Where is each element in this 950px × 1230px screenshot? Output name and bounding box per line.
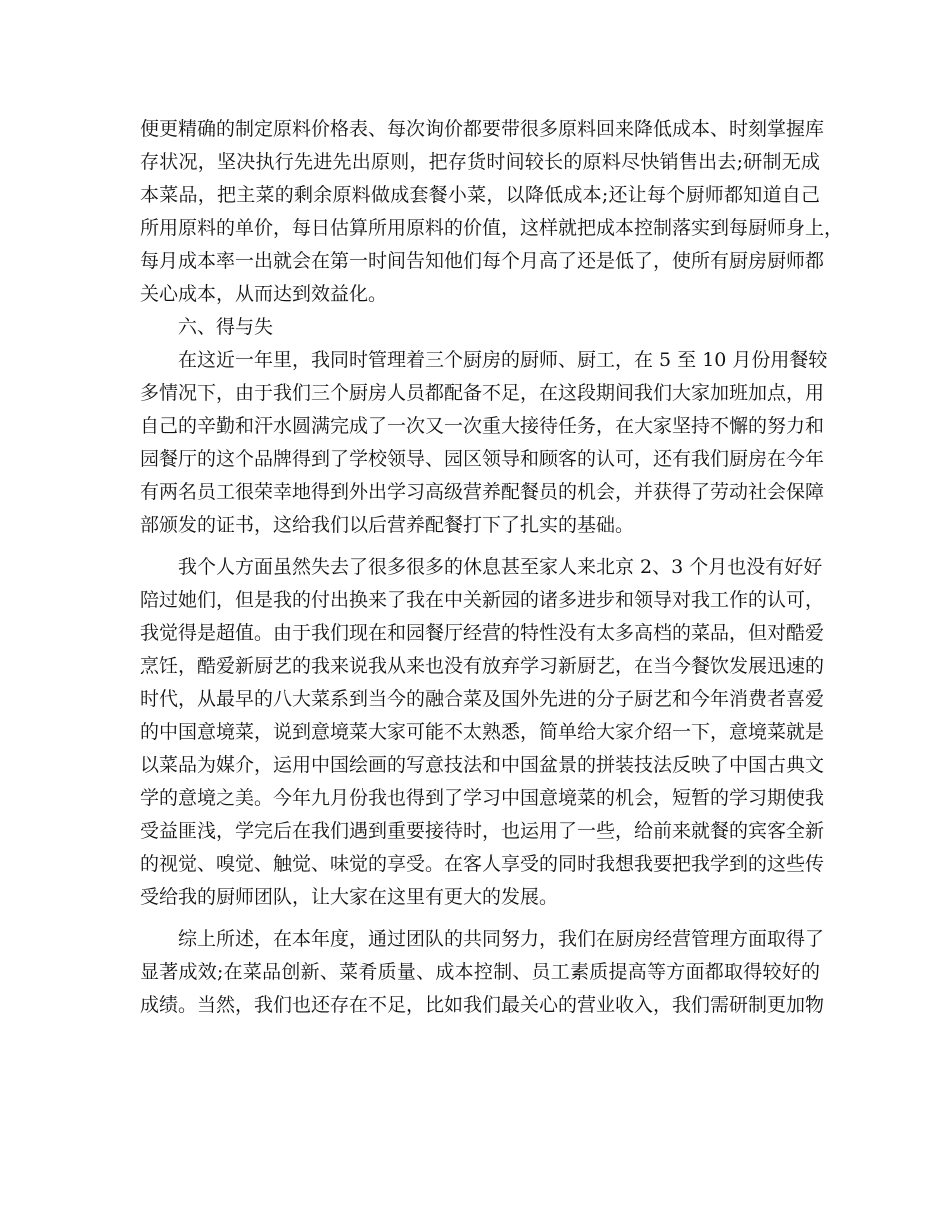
document-body	[140, 113, 844, 1022]
text-line: 园餐厅的这个品牌得到了学校领导、园区领导和顾客的认可，还有我们厨房在今年	[140, 448, 825, 470]
text-line: 显著成效;在菜品创新、菜肴质量、成本控制、员工素质提高等方面都取得较好的	[140, 961, 820, 983]
text-line: 部颁发的证书，这给我们以后营养配餐打下了扎实的基础。	[140, 514, 635, 536]
paragraph-personal	[140, 551, 825, 914]
text-line: 自己的辛勤和汗水圆满完成了一次又一次重大接待任务，在大家坚持不懈的努力和	[140, 415, 825, 437]
text-line: 在这近一年里，我同时管理着三个厨房的厨师、厨工，在 5 至 10 月份用餐较	[178, 349, 828, 371]
text-line: 存状况，坚决执行先进先出原则，把存货时间较长的原料尽快销售出去;研制无成	[140, 151, 820, 173]
text-line: 以菜品为媒介，运用中国绘画的写意技法和中国盆景的拼装技法反映了中国古典文	[140, 754, 825, 776]
section-heading	[140, 311, 820, 344]
text-line: 每月成本率一出就会在第一时间告知他们每个月高了还是低了，使所有厨房厨师都	[140, 250, 825, 272]
paragraph-gains-losses	[140, 344, 828, 542]
paragraph-spacer	[140, 914, 820, 923]
paragraph-spacer	[140, 542, 820, 551]
paragraph-cost-control	[140, 113, 844, 311]
text-line: 学的意境之美。今年九月份我也得到了学习中国意境菜的机会，短暂的学习期使我	[140, 787, 825, 809]
text-line: 成绩。当然，我们也还存在不足，比如我们最关心的营业收入，我们需研制更加物	[140, 994, 825, 1016]
text-line: 多情况下，由于我们三个厨房人员都配备不足，在这段期间我们大家加班加点，用	[140, 382, 825, 404]
section-heading-text: 六、得与失	[178, 316, 274, 338]
text-line: 关心成本，从而达到效益化。	[140, 283, 388, 305]
text-line: 我个人方面虽然失去了很多很多的休息甚至家人来北京 2、3 个月也没有好好	[178, 556, 823, 578]
text-line: 陪过她们，但是我的付出换来了我在中关新园的诸多进步和领导对我工作的认可，	[140, 589, 825, 611]
text-line: 时代，从最早的八大菜系到当今的融合菜及国外先进的分子厨艺和今年消费者喜爱	[140, 688, 825, 710]
text-line: 所用原料的单价，每日估算所用原料的价值，这样就把成本控制落实到每厨师身上，	[140, 217, 844, 239]
text-line: 受给我的厨师团队，让大家在这里有更大的发展。	[140, 886, 559, 908]
text-line: 我觉得是超值。由于我们现在和园餐厅经营的特性没有太多高档的菜品，但对酷爱	[140, 622, 825, 644]
text-line: 综上所述，在本年度，通过团队的共同努力，我们在厨房经营管理方面取得了	[178, 928, 825, 950]
text-line: 有两名员工很荣幸地得到外出学习高级营养配餐员的机会，并获得了劳动社会保障	[140, 481, 825, 503]
text-line: 便更精确的制定原料价格表、每次询价都要带很多原料回来降低成本、时刻掌握库	[140, 118, 825, 140]
text-line: 烹饪，酷爱新厨艺的我来说我从来也没有放弃学习新厨艺，在当今餐饮发展迅速的	[140, 655, 825, 677]
text-line: 本菜品，把主菜的剩余原料做成套餐小菜，以降低成本;还让每个厨师都知道自己	[140, 184, 820, 206]
text-line: 受益匪浅，学完后在我们遇到重要接待时，也运用了一些，给前来就餐的宾客全新	[140, 820, 825, 842]
text-line: 的视觉、嗅觉、触觉、味觉的享受。在客人享受的同时我想我要把我学到的这些传	[140, 853, 825, 875]
text-line: 的中国意境菜，说到意境菜大家可能不太熟悉，简单给大家介绍一下，意境菜就是	[140, 721, 825, 743]
paragraph-summary	[140, 923, 825, 1022]
